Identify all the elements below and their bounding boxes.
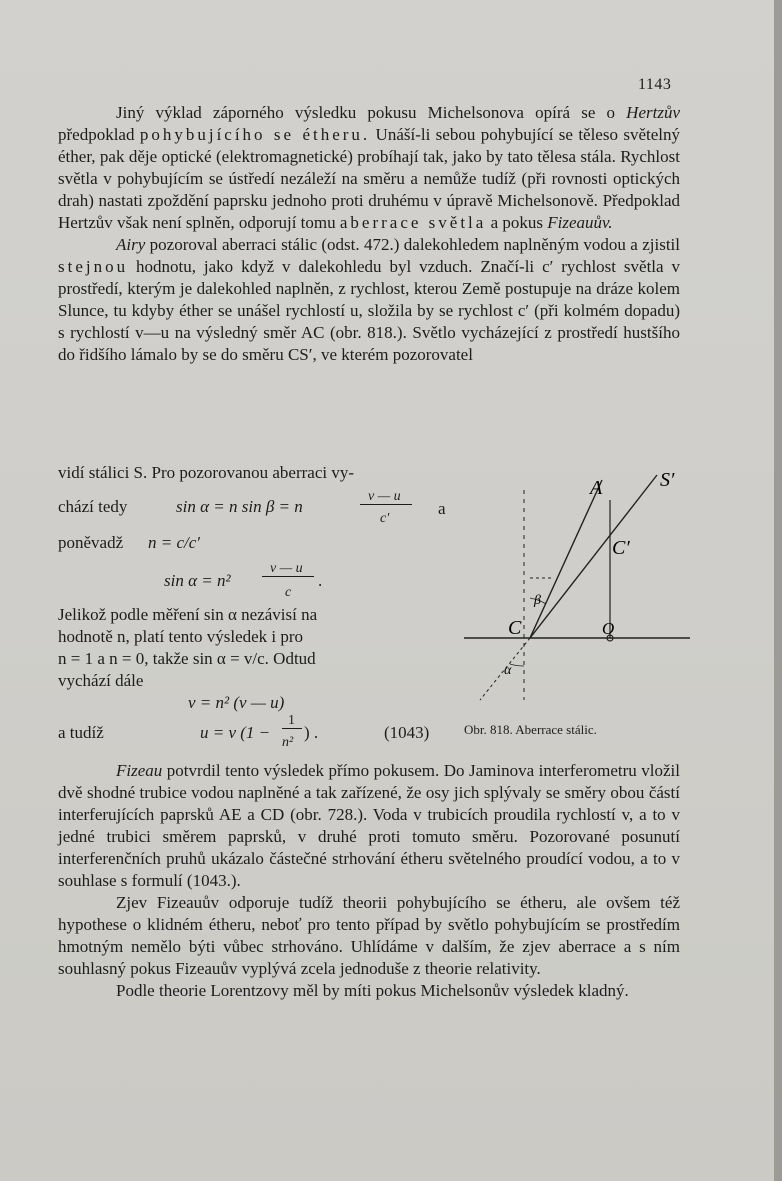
eq2-fraction-bar bbox=[262, 576, 314, 577]
equation-sin-alpha: sin α = n sin β = n bbox=[176, 497, 303, 516]
wrap-line-10-label: a tudíž bbox=[58, 723, 104, 742]
wrap-line-2-label: chází tedy bbox=[58, 497, 128, 516]
fig-label-A: A bbox=[590, 477, 603, 499]
p1-text-d: a pokus bbox=[486, 213, 548, 232]
paragraph-fizeau bbox=[58, 760, 680, 1002]
fig-angle-alpha bbox=[510, 664, 524, 666]
name-fizeau: Fizeauův. bbox=[547, 213, 613, 232]
page-edge bbox=[774, 0, 782, 1181]
paragraph-hertz bbox=[58, 102, 680, 366]
equation-sin-alpha-2: sin α = n² bbox=[164, 571, 231, 590]
eq2-numerator: v — u bbox=[270, 561, 303, 576]
p1-text: Jiný výklad záporného výsledku pokusu Michelsonova opírá se o bbox=[116, 103, 627, 122]
wrap-line-1: vidí stálici S. Pro pozorovanou aberraci vy- bbox=[58, 463, 355, 482]
p2-text: pozoroval aberraci stálic (odst. 472.) dalekohledem naplněným vodou a zjistil bbox=[145, 235, 680, 254]
fig-label-C: C bbox=[508, 617, 522, 639]
eq1-numerator: v — u bbox=[368, 489, 401, 504]
fig-label-Cprime: C′ bbox=[612, 537, 630, 559]
wrap-line-2-end: a bbox=[438, 499, 446, 518]
name-hertz: Hertzův bbox=[626, 103, 680, 122]
eq2-denominator: c bbox=[285, 585, 292, 600]
fig-label-alpha: α bbox=[504, 663, 512, 678]
p1-text-b: předpoklad bbox=[58, 125, 140, 144]
wrap-line-8: vychází dále bbox=[58, 671, 144, 690]
eq1-denominator: c′ bbox=[380, 511, 390, 526]
fig-label-S: S′ bbox=[660, 469, 675, 491]
figure-caption: Obr. 818. Aberrace stálic. bbox=[464, 722, 597, 737]
name-airy: Airy bbox=[116, 235, 146, 254]
p3-text: potvrdil tento výsledek přímo pokusem. Do Jaminova interferometru vložil dvě shodné trubice vodou naplněné a tak zařízené, že osy jich splývaly se směry obou částí interferujících paprsků AE a CD (obr. 728.). Voda v trubicích proudila rychlostí v, a to v jedné trubici směrem paprsků, v druhé proti tomuto směru. Pozorované posunutí interferenčních pruhů ukázalo částečné strhování étheru světelného proudící vodou, a to v souhlase s formulí (1043.). bbox=[58, 761, 680, 890]
fig-label-beta: β bbox=[534, 593, 541, 608]
eq1-fraction-bar bbox=[360, 504, 412, 505]
page-number: 1143 bbox=[638, 76, 672, 93]
p2-text-b: hodnotu, jako když v dalekohledu byl vzduch. Značí-li c′ rychlost světla v prostředí, kterým je dalekohled naplněn, z rychlost, kterou Země postupuje na dráze kolem Slunce, tu kdyby éther se unášel rychlostí u, složila by se rychlost c′ (při kolmém dopadu) s rychlostí v—u na výsledný směr AC (obr. 818.). Světlo vycházející z prostředí hustšího do řidšího lámalo by se do směru CS′, ve kterém pozorovatel bbox=[58, 257, 680, 364]
wrap-line-7: n = 1 a n = 0, takže sin α = v/c. Odtud bbox=[58, 649, 316, 668]
p4-text: Zjev Fizeauův odporuje tudíž theorii pohybujícího se étheru, ale ovšem též hypothese o klidném étheru, neboť pro tento případ by světlo pohybujícím se prostředím hmotným nemělo býti vůbec strhováno. Uhlídáme v dalším, že zjev aberrace a s ním souhlasný pokus Fizeauův vyplývá zcela jednoduše z theorie relativity. bbox=[58, 893, 680, 978]
fig-label-O: O bbox=[602, 619, 615, 638]
equation-u: u = v (1 − bbox=[200, 723, 271, 742]
equation-number: (1043) bbox=[384, 723, 430, 742]
aberration-figure bbox=[462, 460, 692, 710]
wrap-line-5: Jelikož podle měření sin α nezávisí na bbox=[58, 605, 318, 624]
eq3-numerator: 1 bbox=[288, 713, 295, 728]
p1-spaced: pohybujícího se étheru. bbox=[139, 125, 371, 144]
p1-text-c: Unáší-li sebou pohybující se těleso světelný éther, pak děje optické (elektromagnetické) probíhají tak, jako by tato tělesa stála. Rychlost světla v pohybujícím se ústředí nezáleží na směru a nemůže tudíž (při rovnosti optických drah) nastati zpoždění paprsku jednoho proti druhému v úpravě Michelsonově. Předpoklad Hertzův však není splněn, odporují tomu bbox=[58, 125, 680, 232]
eq3-fraction-bar bbox=[282, 728, 302, 729]
eq3-close: ) . bbox=[304, 723, 319, 742]
equation-v: v = n² (v — u) bbox=[188, 693, 285, 712]
wrap-line-3-label: poněvadž bbox=[58, 533, 124, 552]
name-fizeau-2: Fizeau bbox=[116, 761, 163, 780]
eq3-denominator: n² bbox=[282, 735, 294, 750]
eq2-period: . bbox=[318, 571, 323, 590]
p2-spaced: stejnou bbox=[58, 257, 129, 276]
wrap-line-6: hodnotě n, platí tento výsledek i pro bbox=[58, 627, 304, 646]
p1-spaced-2: aberrace světla bbox=[339, 213, 487, 232]
equation-n: n = c/c′ bbox=[148, 533, 201, 552]
p5-text: Podle theorie Lorentzovy měl by míti pokus Michelsonův výsledek kladný. bbox=[116, 981, 629, 1000]
